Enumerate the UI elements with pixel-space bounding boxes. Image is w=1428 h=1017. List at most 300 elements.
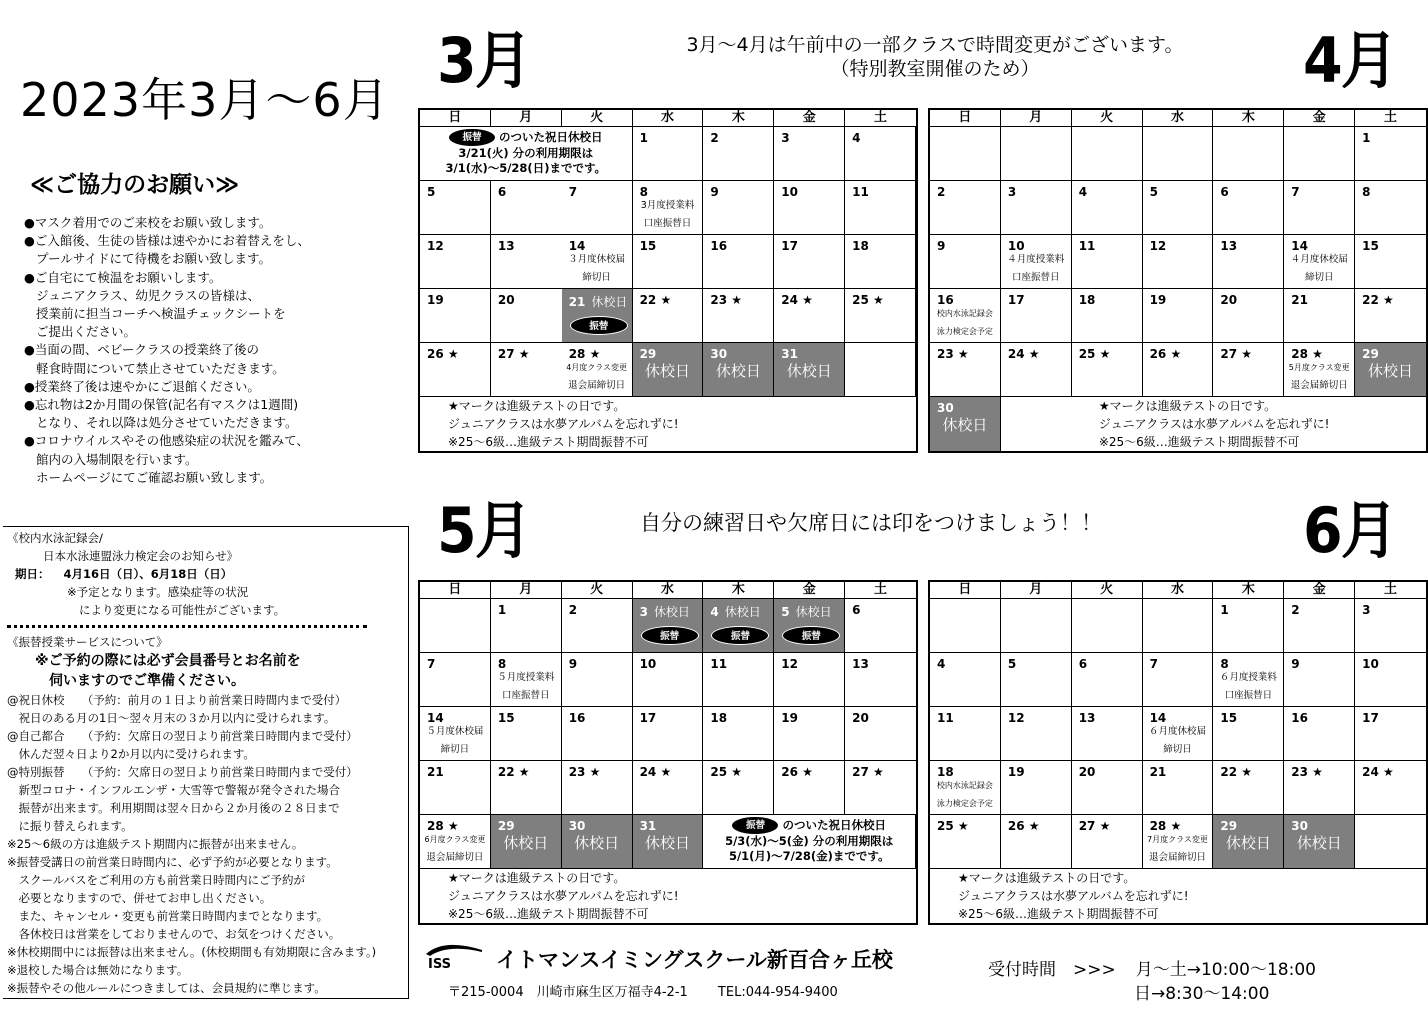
holiday-furikae-note [420,127,633,181]
day-cell [703,127,774,181]
day-cell [1213,599,1284,653]
weekday-header: 月 [491,110,562,127]
closed-day-cell [703,599,774,653]
day-cell [1284,653,1355,707]
day-number: 15 [497,711,515,725]
day-note: 校内水泳記録会 [936,309,993,318]
day-number: 10 [639,657,657,671]
day-number: 9 [937,239,946,253]
day-cell [930,343,1001,397]
legend-line: ジュニアクラスは水夢アルバムを忘れずに! [448,889,679,903]
furikae-notice-1: ※ご予約の際には必ず会員番号とお名前を [35,653,301,669]
day-number: 7 [427,657,436,671]
day-cell [1355,599,1426,653]
day-cell [930,815,1001,869]
day-cell [1355,761,1426,815]
rule-line: ※25～6級の方は進級テスト期間内に振替が出来ません。 [7,837,304,851]
day-cell [562,181,633,235]
day-number: 7 [1291,185,1300,199]
closed-label: 休校日 [715,362,761,380]
day-cell [1001,599,1072,653]
day-number: 19 [427,293,444,307]
furikae-notice-2: 伺いますのでご準備ください。 [49,673,245,689]
day-cell [491,653,562,707]
notice-line: ご提出ください。 [36,324,137,340]
calendar-march [418,108,918,453]
weekday-header: 木 [703,582,774,599]
day-number: 8 [1220,657,1229,671]
day-cell [1284,181,1355,235]
kiroku-heading-2: 日本水泳連盟泳力検定会のお知らせ》 [43,549,239,563]
day-note: ６月度休校届 [1148,726,1206,737]
weekday-header: 土 [845,110,916,127]
time-change-reason: （特別教室開催のため） [830,58,1040,80]
day-cell [633,289,704,343]
day-number: 24 ★ [639,765,672,779]
day-number: 19 [1149,293,1167,307]
rule-line: @特別振替 （予約：欠席日の翌日より前営業日時間内まで受付） [7,765,358,779]
day-cell [845,343,916,397]
day-number: 5 [1007,657,1017,671]
day-number: 22 ★ [497,765,530,779]
reception-label: 受付時間 >>> [988,960,1116,980]
day-number: 28 ★ [1291,347,1323,361]
day-number: 4 [852,131,861,145]
day-number: 18 [937,765,954,779]
day-number: 20 [852,711,869,725]
day-number: 25 ★ [1078,347,1111,361]
day-number: 6 [1078,657,1088,671]
day-cell [420,181,491,235]
furikae-badge: 振替 [641,626,699,645]
day-number: 12 [781,657,798,671]
day-number: 15 [1362,239,1379,253]
day-cell [845,127,916,181]
day-cell [1072,235,1143,289]
weekday-header: 月 [491,582,562,599]
weekday-header: 金 [1284,110,1355,127]
rule-line: @自己都合 （予約：欠席日の翌日より前営業日時間内まで受付） [7,729,358,743]
day-number: 13 [1078,711,1096,725]
day-cell [1355,127,1426,181]
day-number: 27 ★ [852,765,884,779]
closed-day-cell [1284,815,1355,869]
rule-line: また、キャンセル・変更も前営業日時間内までとなります。 [7,909,329,923]
day-number: 8 [497,657,507,671]
day-note: ４月度休校届 [1290,254,1348,265]
day-number: 5 [427,185,436,199]
closed-day-cell [930,397,1001,451]
day-cell [491,235,562,289]
day-cell [1143,127,1214,181]
day-cell [1143,599,1214,653]
day-number: 30 [937,401,954,415]
note-line: 5/3(水)～5(金) 分の利用期限は [725,834,894,848]
day-cell [1284,761,1355,815]
day-cell [562,761,633,815]
legend-line: ★マークは進級テストの日です。 [958,871,1136,885]
day-cell [420,815,491,869]
closed-label: 休校日 [942,416,988,434]
legend-line: ジュニアクラスは水夢アルバムを忘れずに! [448,417,679,431]
day-number: 23 ★ [568,765,601,779]
weekday-header: 水 [1143,110,1214,127]
day-cell [633,653,704,707]
day-number: 26 ★ [781,765,813,779]
day-number: 16 [1291,711,1308,725]
day-number: 26 ★ [427,347,459,361]
weekday-header: 日 [930,582,1001,599]
rule-line: に振り替えられます。 [7,819,133,833]
day-number: 1 [1362,131,1371,145]
day-number: 3 [781,131,790,145]
day-number: 8 [639,185,648,199]
day-note: ４月度授業料 [1007,254,1065,265]
day-number: 1 [1220,603,1229,617]
mark-reminder: 自分の練習日や欠席日には印をつけましょう！！ [640,511,1102,535]
rule-line: @祝日休校 （予約：前月の１日より前営業日時間内まで受付） [7,693,347,707]
day-number: 11 [710,657,728,671]
day-cell [774,235,845,289]
day-number: 14 [427,711,444,725]
day-cell [420,761,491,815]
day-cell [420,599,491,653]
day-number: 19 [1007,765,1025,779]
day-cell [1001,343,1072,397]
day-cell [774,653,845,707]
day-cell [930,599,1001,653]
day-cell [1213,653,1284,707]
day-number: 29 [497,819,515,833]
weekday-header: 火 [1072,582,1143,599]
day-note: ５月度休校届 [426,726,484,737]
day-number: 24 ★ [781,293,813,307]
notice-line: 授業前に担当コーチへ検温チェックシートを [36,306,286,322]
day-number: 12 [1007,711,1025,725]
day-number: 4 [710,605,719,619]
day-cell [1355,289,1426,343]
rule-line: ※振替やその他ルールにつきましては、会員規約に準じます。 [7,981,326,995]
day-note: 退会届締切日 [1148,852,1206,863]
day-number: 8 [1362,185,1371,199]
day-number: 16 [568,711,586,725]
day-cell [1213,181,1284,235]
day-note: 口座振替日 [1224,690,1273,701]
day-number: 14 [1291,239,1308,253]
day-cell [1355,235,1426,289]
day-cell [1284,707,1355,761]
day-number: 26 ★ [1007,819,1040,833]
rule-line: ※休校期間中には振替は出来ません。(休校期間も有効期限に含みます。) [7,945,377,959]
closed-label: 休校日 [786,362,832,380]
day-number: 9 [568,657,578,671]
closed-day-cell [774,599,845,653]
weekday-header: 金 [774,110,845,127]
day-cell [930,127,1001,181]
day-cell [562,235,633,289]
weekday-header: 水 [1143,582,1214,599]
day-cell [1284,343,1355,397]
weekday-header: 日 [420,110,491,127]
day-cell [633,707,704,761]
day-cell [845,653,916,707]
note-line: のついた祝日休校日 [499,130,603,144]
notice-line: ●忘れ物は2か月間の保管(記名有マスクは1週間) [24,397,299,413]
day-number: 27 ★ [1220,347,1253,361]
day-cell [491,707,562,761]
day-number: 13 [497,239,515,253]
day-number: 5 [1149,185,1158,199]
day-cell [703,235,774,289]
day-cell [1072,761,1143,815]
furikae-badge: 振替 [782,626,840,645]
notice-line: ジュニアクラス、幼児クラスの皆様は、 [36,287,261,303]
day-number: 23 ★ [937,347,969,361]
day-note: 締切日 [582,272,611,283]
rule-line: 新型コロナ・インフルエンザ・大雪等で警報が発令された場合 [7,783,341,797]
furikae-badge: 振替 [711,626,769,645]
day-cell [1143,653,1214,707]
weekday-header: 水 [633,110,704,127]
day-number: 15 [1220,711,1238,725]
weekday-header: 火 [1072,110,1143,127]
day-number: 25 ★ [852,293,884,307]
weekday-header: 金 [774,582,845,599]
day-number: 12 [427,239,444,253]
day-cell [1355,815,1426,869]
day-note: 3月度授業料 [640,200,695,211]
day-cell [930,707,1001,761]
notice-line: となり、それ以降は処分させていただきます。 [36,415,298,431]
closed-day-cell [774,343,845,397]
notice-line: ●当面の間、ベビークラスの授業終了後の [24,342,260,358]
day-number: 15 [639,239,657,253]
day-cell [1355,653,1426,707]
day-cell [562,653,633,707]
day-number: 23 ★ [710,293,743,307]
day-note: 締切日 [1304,272,1334,283]
day-number: 6 [852,603,861,617]
day-number: 24 ★ [1362,765,1394,779]
day-cell [845,761,916,815]
day-number: 22 ★ [1362,293,1394,307]
weekday-header: 木 [1213,582,1284,599]
notice-line: ●ご自宅にて検温をお願いします。 [24,269,222,285]
day-cell [420,707,491,761]
month-label-march: 3月 [437,24,531,97]
day-note: 締切日 [440,744,470,755]
day-cell [703,181,774,235]
day-cell [1213,289,1284,343]
day-cell [930,181,1001,235]
day-note: 4月度クラス変更 [566,363,628,372]
legend-footer [420,869,916,923]
closed-label: 休校日 [574,834,620,852]
note-line: 3/1(水)～5/28(日)までです。 [445,161,607,175]
reception-sunday: 日→8:30～14:00 [1134,984,1270,1004]
day-cell [491,599,562,653]
notice-line: ●マスク着用でのご来校をお願い致します。 [24,215,272,230]
kiroku-note-2: により変更になる可能性がございます。 [79,603,286,617]
info-box [3,526,409,999]
rule-line: 祝日のある月の1日～翌々月末の３か月以内に受けられます。 [7,711,336,725]
legend-line: ★マークは進級テストの日です。 [448,399,626,413]
weekday-header: 日 [930,110,1001,127]
day-note: 6月度クラス変更 [424,835,486,844]
day-number: 9 [1291,657,1300,671]
day-number: 10 [781,185,798,199]
month-label-april: 4月 [1303,24,1397,97]
closed-label: 休校日 [724,605,761,619]
day-cell [774,127,845,181]
day-number: 3 [1362,603,1371,617]
day-number: 31 [639,819,657,833]
day-note: 泳力検定会予定 [936,799,993,808]
day-note: 5月度クラス変更 [1288,363,1350,372]
day-cell [1143,707,1214,761]
day-number: 30 [710,347,728,361]
day-cell [420,653,491,707]
calendar-april [928,108,1428,453]
time-change-notice: 3月～4月は午前中の一部クラスで時間変更がございます。 [686,34,1184,56]
day-cell [1355,707,1426,761]
day-number: 26 ★ [1149,347,1182,361]
weekday-header: 土 [1355,582,1426,599]
day-cell [1001,653,1072,707]
day-number: 13 [1220,239,1238,253]
notice-line: ●授業終了後は速やかにご退館ください。 [24,378,260,394]
day-cell [845,289,916,343]
day-cell [562,343,633,397]
day-number: 9 [710,185,719,199]
kiroku-heading-1: 《校内水泳記録会/ [7,531,103,545]
day-number: 7 [568,185,578,199]
day-cell [491,761,562,815]
logo-text: ISS [428,957,451,970]
day-cell [1143,343,1214,397]
day-number: 3 [1007,185,1017,199]
furikae-rules [7,691,408,997]
notice-line: ホームページにてご確認お願い致します。 [36,469,273,485]
day-number: 19 [781,711,798,725]
day-note: 口座振替日 [643,218,692,229]
day-number: 11 [852,185,869,199]
day-cell [562,707,633,761]
day-cell [703,289,774,343]
day-cell [930,289,1001,343]
rule-line: ※振替受講日の前営業日時間内に、必ず予約が必要となります。 [7,855,338,869]
note-line: のついた祝日休校日 [782,818,886,832]
day-cell [1284,289,1355,343]
day-number: 22 ★ [639,293,672,307]
weekday-header: 土 [1355,110,1426,127]
weekday-header: 日 [420,582,491,599]
day-cell [774,707,845,761]
day-cell [1001,127,1072,181]
day-number: 29 [639,347,657,361]
day-number: 14 [1149,711,1167,725]
closed-label: 休校日 [1368,362,1414,380]
day-cell [562,599,633,653]
day-cell [930,761,1001,815]
day-cell [633,235,704,289]
closed-label: 休校日 [644,834,690,852]
weekday-header: 火 [562,110,633,127]
day-cell [1143,815,1214,869]
day-cell [420,235,491,289]
day-cell [491,343,562,397]
notice-line: プールサイドにて待機をお願い致します。 [36,251,272,267]
day-cell [1072,127,1143,181]
day-number: 2 [710,131,719,145]
day-note: ３月度休校届 [568,254,626,265]
day-cell [703,761,774,815]
day-cell [633,181,704,235]
day-number: 31 [781,347,798,361]
day-cell [1143,289,1214,343]
closed-day-cell [562,289,633,343]
day-number: 1 [639,131,648,145]
day-note: 締切日 [1163,744,1192,755]
day-cell [1284,235,1355,289]
day-cell [491,181,562,235]
legend-footer [930,869,1426,923]
day-cell [1213,343,1284,397]
day-cell [930,235,1001,289]
reception-weekday: 月～土→10:00～18:00 [1135,960,1316,980]
day-number: 11 [937,711,954,725]
closed-day-cell [491,815,562,869]
day-cell [1143,761,1214,815]
day-cell [1213,127,1284,181]
day-number: 2 [1291,603,1300,617]
day-number: 21 [568,295,586,309]
day-cell [845,599,916,653]
day-number: 27 ★ [497,347,530,361]
legend-line: ※25～6級…進級テスト期間振替不可 [448,907,649,921]
day-number: 4 [937,657,946,671]
day-note: 口座振替日 [1012,272,1060,283]
day-number: 20 [1078,765,1096,779]
day-cell [1143,181,1214,235]
day-number: 18 [1078,293,1096,307]
day-cell [1284,127,1355,181]
day-cell [845,707,916,761]
day-cell [633,761,704,815]
weekday-header: 木 [703,110,774,127]
calendar-may [418,580,918,925]
day-number: 13 [852,657,869,671]
day-note: 口座振替日 [502,690,550,701]
day-number: 28 ★ [568,347,601,361]
rule-line: ※退校した場合は無効になります。 [7,963,189,977]
day-cell [491,289,562,343]
day-number: 16 [937,293,954,307]
day-cell [774,289,845,343]
kiroku-date: 4月16日（日）、6月18日（日） [63,567,233,581]
day-number: 27 ★ [1078,819,1111,833]
notice-line: ●コロナウイルスやその他感染症の状況を鑑みて、 [24,433,309,449]
day-number: 23 ★ [1291,765,1323,779]
furikae-heading: 《振替授業サービスについて》 [7,635,168,649]
day-number: 18 [710,711,728,725]
day-number: 17 [1007,293,1025,307]
day-number: 6 [497,185,507,199]
day-cell [1001,235,1072,289]
furikae-badge: 振替 [732,817,778,834]
rule-line: 各休校日は営業をしておりませんので、お気をつけください。 [7,927,341,941]
day-number: 16 [710,239,728,253]
